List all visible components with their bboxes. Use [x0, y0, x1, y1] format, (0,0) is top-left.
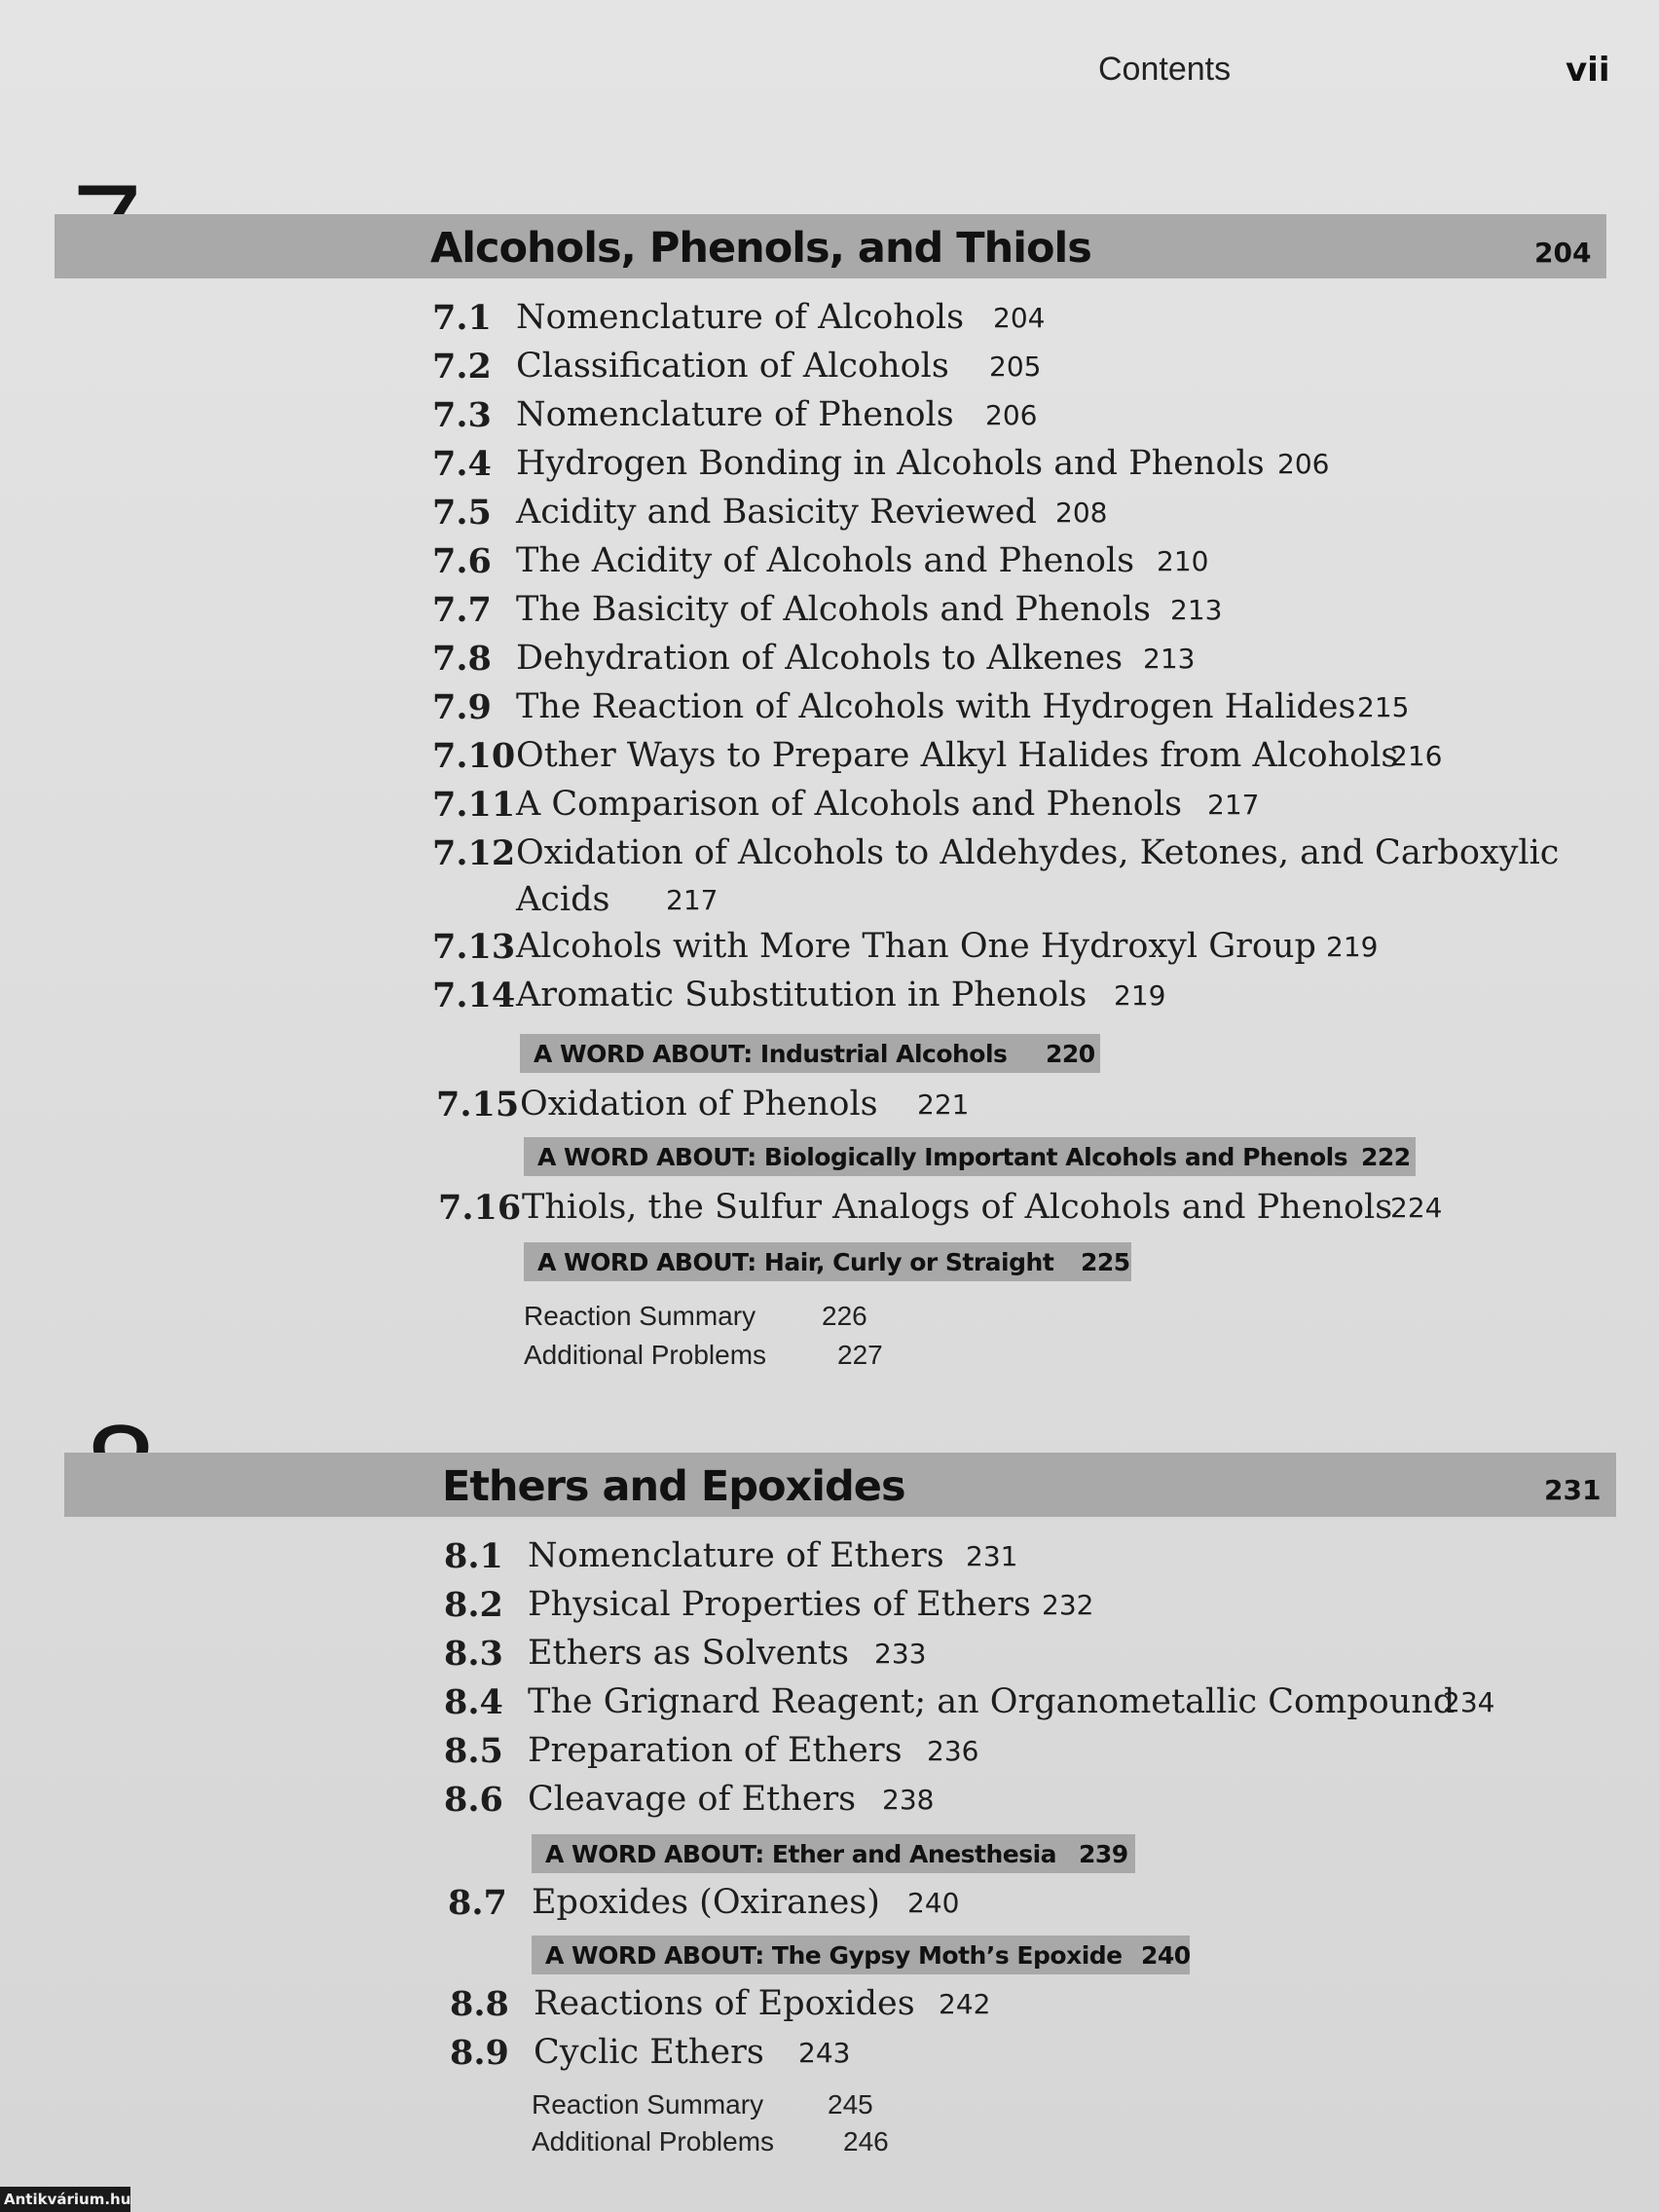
section-number: 8.7 — [448, 1883, 507, 1923]
section-title: The Grignard Reagent; an Organometallic Compound — [528, 1682, 1456, 1721]
word-about-label: A WORD ABOUT: Hair, Curly or Straight — [537, 1248, 1054, 1276]
section-title: Cyclic Ethers — [534, 2033, 764, 2072]
section-title: Aromatic Substitution in Phenols — [516, 976, 1088, 1014]
section-page: 205 — [989, 350, 1042, 383]
chapter-page: 231 — [1544, 1474, 1602, 1506]
section-title: Acidity and Basicity Reviewed — [516, 493, 1037, 532]
section-page: 217 — [666, 884, 719, 916]
section-page: 210 — [1157, 545, 1209, 577]
end-matter-item[interactable] — [524, 1301, 867, 1332]
section-number: 7.11 — [432, 785, 516, 825]
section-number: 7.5 — [432, 493, 492, 533]
section-page: 238 — [882, 1784, 935, 1816]
word-about-page: 239 — [1079, 1840, 1128, 1868]
section-number: 7.2 — [432, 347, 492, 387]
section-number: 7.9 — [432, 687, 492, 727]
end-matter-item[interactable] — [532, 2126, 889, 2157]
section-number: 7.14 — [432, 976, 516, 1015]
section-number: 8.8 — [450, 1984, 509, 2024]
section-number: 7.12 — [432, 833, 516, 873]
section-number: 7.6 — [432, 541, 492, 581]
section-number: 7.15 — [436, 1085, 520, 1124]
watermark: Antikvárium.hu — [0, 2187, 130, 2212]
section-number: 8.2 — [444, 1585, 503, 1625]
section-page: 206 — [985, 399, 1038, 431]
word-about-box[interactable] — [524, 1242, 1131, 1281]
section-title: The Acidity of Alcohols and Phenols — [516, 541, 1135, 580]
section-title: A Comparison of Alcohols and Phenols — [516, 785, 1183, 824]
section-page: 206 — [1277, 448, 1330, 480]
end-matter-page: 226 — [822, 1301, 867, 1331]
section-title: The Reaction of Alcohols with Hydrogen Halides — [516, 687, 1356, 726]
section-number: 8.5 — [444, 1731, 503, 1771]
section-title: Dehydration of Alcohols to Alkenes — [516, 639, 1124, 678]
section-page: 233 — [874, 1638, 927, 1670]
section-page: 208 — [1055, 497, 1108, 529]
section-title: Thiols, the Sulfur Analogs of Alcohols and Phenols — [522, 1188, 1393, 1227]
section-title: Nomenclature of Ethers — [528, 1536, 944, 1575]
section-number: 8.1 — [444, 1536, 503, 1576]
section-number: 8.9 — [450, 2033, 509, 2073]
word-about-page: 225 — [1081, 1248, 1130, 1276]
section-title: Other Ways to Prepare Alkyl Halides from Alcohols — [516, 736, 1399, 775]
word-about-label: A WORD ABOUT: Ether and Anesthesia — [545, 1840, 1057, 1868]
chapter-title: Ethers and Epoxides — [442, 1462, 905, 1511]
section-number: 7.8 — [432, 639, 492, 679]
section-title: Oxidation of Alcohols to Aldehydes, Ketones, and Carboxylic — [516, 833, 1560, 872]
chapter-title: Alcohols, Phenols, and Thiols — [430, 224, 1091, 273]
end-matter-label: Additional Problems — [524, 1340, 767, 1370]
section-title: Oxidation of Phenols — [520, 1085, 878, 1124]
section-title: The Basicity of Alcohols and Phenols — [516, 590, 1151, 629]
end-matter-page: 246 — [843, 2126, 889, 2157]
section-page: 204 — [993, 302, 1046, 334]
word-about-box[interactable] — [532, 1834, 1135, 1873]
end-matter-label: Reaction Summary — [532, 2089, 764, 2120]
section-page: 217 — [1207, 789, 1260, 821]
section-title: Cleavage of Ethers — [528, 1780, 857, 1819]
section-page: 219 — [1326, 931, 1379, 963]
section-number: 7.16 — [438, 1188, 522, 1228]
section-page: 215 — [1357, 691, 1410, 723]
section-page: 219 — [1114, 979, 1166, 1012]
section-title: Alcohols with More Than One Hydroxyl Group — [516, 927, 1316, 966]
section-title: Epoxides (Oxiranes) — [532, 1883, 880, 1922]
section-title: Classification of Alcohols — [516, 347, 949, 386]
end-matter-page: 245 — [828, 2089, 873, 2120]
end-matter-page: 227 — [837, 1340, 883, 1370]
section-title: Nomenclature of Alcohols — [516, 298, 965, 337]
section-number: 7.10 — [432, 736, 516, 776]
section-page: 216 — [1390, 740, 1443, 772]
word-about-label: A WORD ABOUT: Biologically Important Alcohols and Phenols — [537, 1143, 1348, 1171]
section-page: 213 — [1170, 594, 1223, 626]
running-head: Contents — [1098, 51, 1232, 88]
section-page: 242 — [939, 1988, 991, 2020]
end-matter-label: Additional Problems — [532, 2126, 775, 2157]
section-page: 240 — [907, 1887, 960, 1919]
section-number: 7.1 — [432, 298, 492, 338]
section-page: 213 — [1143, 643, 1196, 675]
section-page: 224 — [1390, 1192, 1443, 1224]
end-matter-item[interactable] — [532, 2089, 873, 2120]
section-title: Ethers as Solvents — [528, 1634, 849, 1673]
section-number: 7.7 — [432, 590, 492, 630]
word-about-box[interactable] — [532, 1936, 1190, 1974]
end-matter-item[interactable] — [524, 1340, 883, 1371]
end-matter-label: Reaction Summary — [524, 1301, 756, 1331]
section-page: 232 — [1042, 1589, 1094, 1621]
section-title: Preparation of Ethers — [528, 1731, 903, 1770]
section-page: 221 — [917, 1088, 970, 1121]
section-number: 7.3 — [432, 395, 492, 435]
word-about-page: 220 — [1046, 1040, 1095, 1068]
section-number: 8.4 — [444, 1682, 503, 1722]
word-about-label: A WORD ABOUT: Industrial Alcohols — [534, 1040, 1008, 1068]
section-number: 8.6 — [444, 1780, 503, 1820]
word-about-page: 222 — [1361, 1143, 1411, 1171]
section-page: 234 — [1443, 1686, 1495, 1718]
section-number: 8.3 — [444, 1634, 503, 1674]
page-folio: vii — [1566, 51, 1610, 90]
section-number: 7.4 — [432, 444, 492, 484]
word-about-page: 240 — [1141, 1941, 1191, 1970]
section-title: Hydrogen Bonding in Alcohols and Phenols — [516, 444, 1265, 483]
section-page: 243 — [798, 2037, 851, 2069]
word-about-label: A WORD ABOUT: The Gypsy Moth’s Epoxide — [545, 1941, 1123, 1970]
section-title: Physical Properties of Ethers — [528, 1585, 1031, 1624]
section-number: 7.13 — [432, 927, 516, 967]
word-about-box[interactable] — [520, 1034, 1100, 1073]
section-page: 236 — [927, 1735, 979, 1767]
section-title-continued: Acids — [516, 880, 610, 919]
word-about-box[interactable] — [524, 1137, 1416, 1176]
section-page: 231 — [966, 1540, 1018, 1572]
section-title: Reactions of Epoxides — [534, 1984, 915, 2023]
section-title: Nomenclature of Phenols — [516, 395, 954, 434]
chapter-page: 204 — [1534, 237, 1592, 269]
